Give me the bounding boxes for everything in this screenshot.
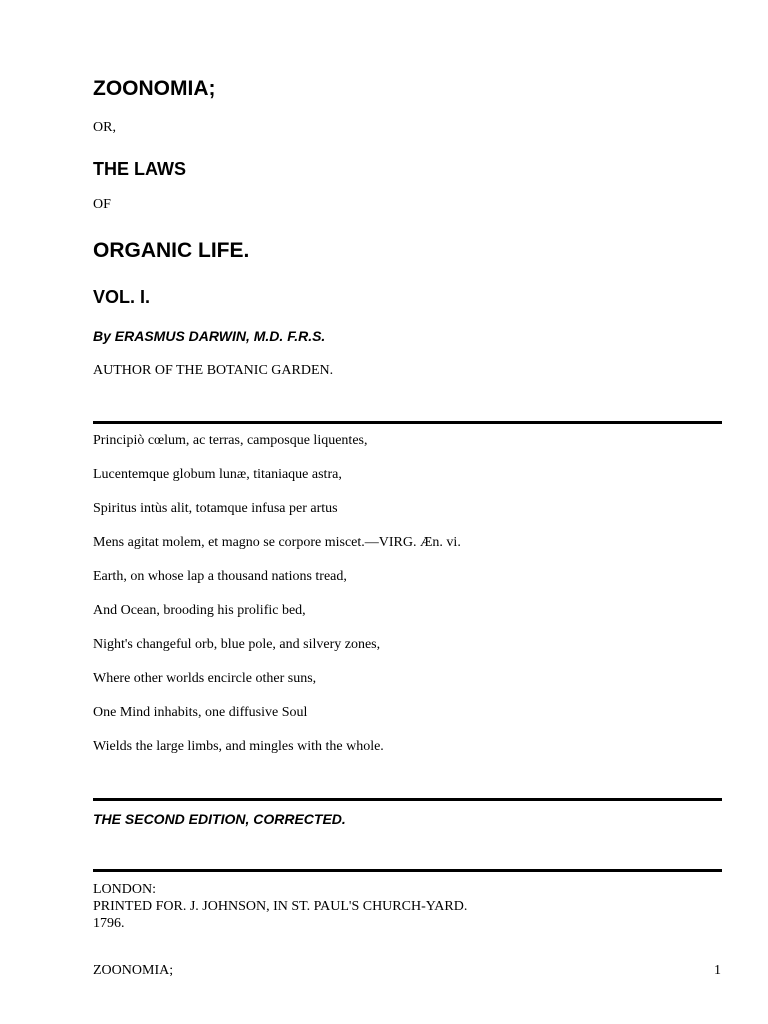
epigraph-line: Earth, on whose lap a thousand nations tread, [93,569,347,584]
divider-top [93,421,722,424]
subtitle-laws: THE LAWS [93,159,186,179]
imprint-line: PRINTED FOR. J. JOHNSON, IN ST. PAUL'S CHURCH-YARD. [93,899,468,914]
epigraph [93,432,461,772]
epigraph-line: Night's changeful orb, blue pole, and silvery zones, [93,637,381,652]
volume-number: VOL. I. [93,287,151,307]
epigraph-line: Spiritus intùs alit, totamque infusa per artus [93,501,338,516]
author-line: By ERASMUS DARWIN, M.D. F.R.S. [93,328,326,344]
epigraph-line: Lucentemque globum lunæ, titaniaque astra, [93,467,342,482]
running-title: ZOONOMIA; [93,963,174,978]
imprint [93,881,467,932]
page-number: 1 [714,963,721,978]
epigraph-line: Principiò cœlum, ac terras, camposque liquentes, [93,433,368,448]
epigraph-line: Wields the large limbs, and mingles with the whole. [93,739,384,754]
title-conjunction-or: OR, [93,120,116,135]
divider-bottom [93,869,722,872]
subtitle-organic-life: ORGANIC LIFE. [93,239,250,262]
author-note: AUTHOR OF THE BOTANIC GARDEN. [93,363,334,378]
title-conjunction-of: OF [93,197,111,212]
imprint-line: 1796. [93,916,125,931]
epigraph-line: Mens agitat molem, et magno se corpore miscet.—VIRG. Æn. vi. [93,535,461,550]
book-title: ZOONOMIA; [93,77,216,100]
epigraph-line: One Mind inhabits, one diffusive Soul [93,705,308,720]
edition-note: THE SECOND EDITION, CORRECTED. [93,811,346,827]
divider-middle [93,798,722,801]
epigraph-line: And Ocean, brooding his prolific bed, [93,603,306,618]
imprint-line: LONDON: [93,882,156,897]
epigraph-line: Where other worlds encircle other suns, [93,671,317,686]
